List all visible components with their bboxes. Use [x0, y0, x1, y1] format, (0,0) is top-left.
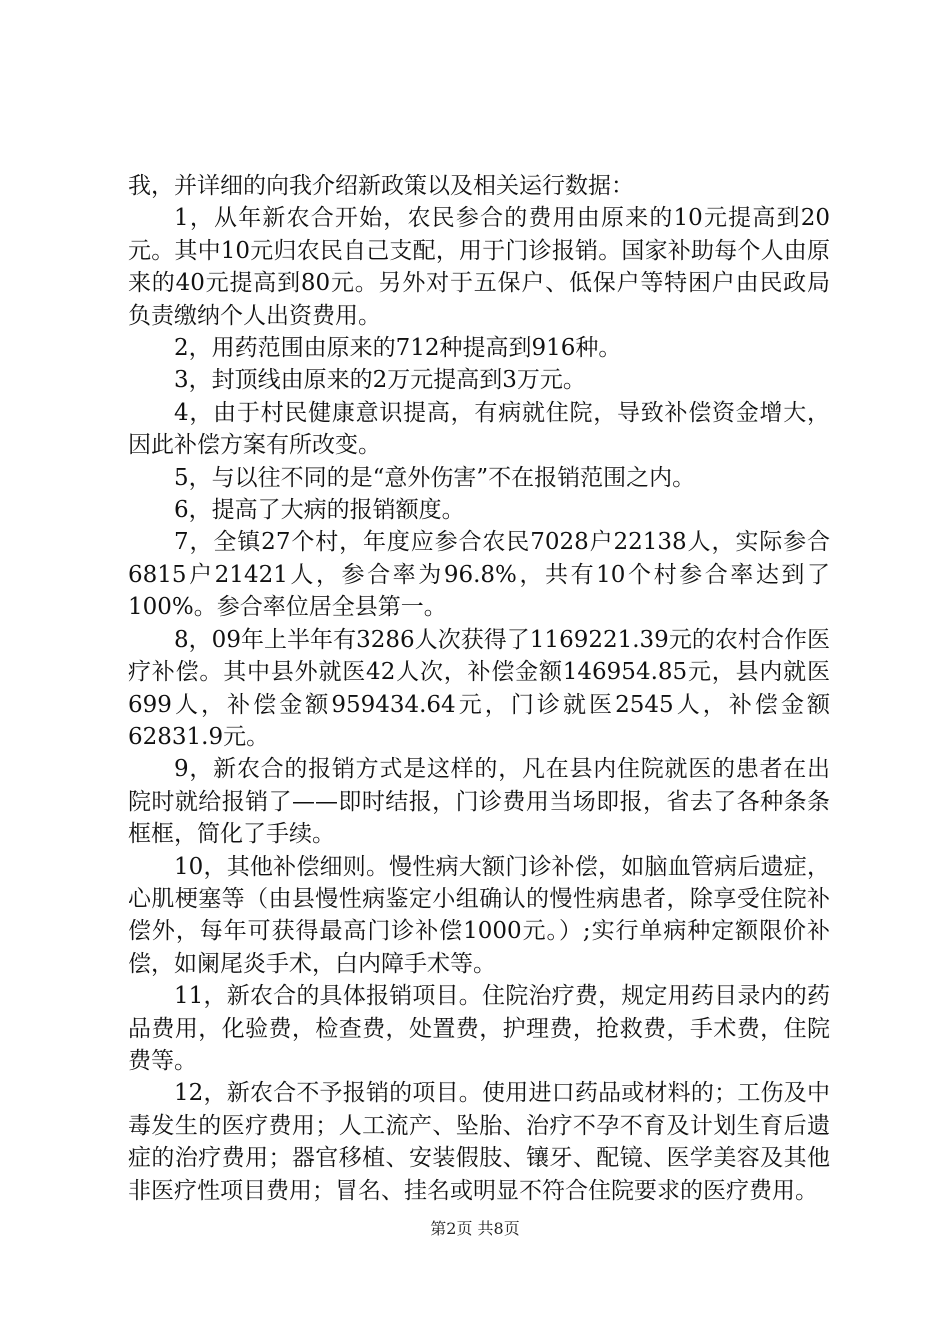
document-body	[128, 170, 830, 1207]
paragraph-intro: 我，并详细的向我介绍新政策以及相关运行数据：	[128, 173, 634, 199]
paragraph-item-4: 4，由于村民健康意识提高，有病就住院，导致补偿资金增大，因此补偿方案有所改变。	[128, 399, 830, 459]
paragraph-item-9: 9，新农合的报销方式是这样的，凡在县内住院就医的患者在出院时就给报销了——即时结报，门诊费用当场即报，省去了各种条条框框，简化了手续。	[128, 756, 830, 848]
paragraph-item-1: 1，从年新农合开始，农民参合的费用由原来的10元提高到20元。其中10元归农民自己支配，用于门诊报销。国家补助每个人由原来的40元提高到80元。另外对于五保户、低保户等特困户由民政局负责缴纳个人出资费用。	[128, 205, 830, 329]
page-number-label: 第2页 共8页	[430, 1219, 520, 1238]
page-footer	[0, 1219, 950, 1239]
paragraph-item-10: 10，其他补偿细则。慢性病大额门诊补偿，如脑血管病后遗症，心肌梗塞等（由县慢性病鉴定小组确认的慢性病患者，除享受住院补偿外，每年可获得最高门诊补偿1000元。）;实行单病种定额限价补偿，如阑尾炎手术，白内障手术等。	[128, 853, 830, 977]
paragraph-item-3: 3，封顶线由原来的2万元提高到3万元。	[174, 367, 586, 394]
paragraph-item-11: 11，新农合的具体报销项目。住院治疗费，规定用药目录内的药品费用，化验费，检查费，处置费，护理费，抢救费，手术费，住院费等。	[128, 983, 830, 1074]
paragraph-item-2: 2，用药范围由原来的712种提高到916种。	[174, 335, 622, 362]
paragraph-item-5: 5，与以往不同的是“意外伤害”不在报销范围之内。	[174, 464, 696, 491]
paragraph-item-12: 12，新农合不予报销的项目。使用进口药品或材料的；工伤及中毒发生的医疗费用；人工流产、坠胎、治疗不孕不育及计划生育后遗症的治疗费用；器官移植、安装假肢、镶牙、配镜、医学美容及其他非医疗性项目费用；冒名、挂名或明显不符合住院要求的医疗费用。	[128, 1080, 830, 1204]
paragraph-item-6: 6，提高了大病的报销额度。	[174, 497, 465, 524]
paragraph-item-7: 7，全镇27个村，年度应参合农民7028户22138人，实际参合6815户21421人，参合率为96.8%，共有10个村参合率达到了100%。参合率位居全县第一。	[128, 529, 830, 621]
paragraph-item-8: 8，09年上半年有3286人次获得了1169221.39元的农村合作医疗补偿。其中县外就医42人次，补偿金额146954.85元，县内就医699人，补偿金额959434.64元，门诊就医2545人，补偿金额62831.9元。	[128, 626, 830, 750]
